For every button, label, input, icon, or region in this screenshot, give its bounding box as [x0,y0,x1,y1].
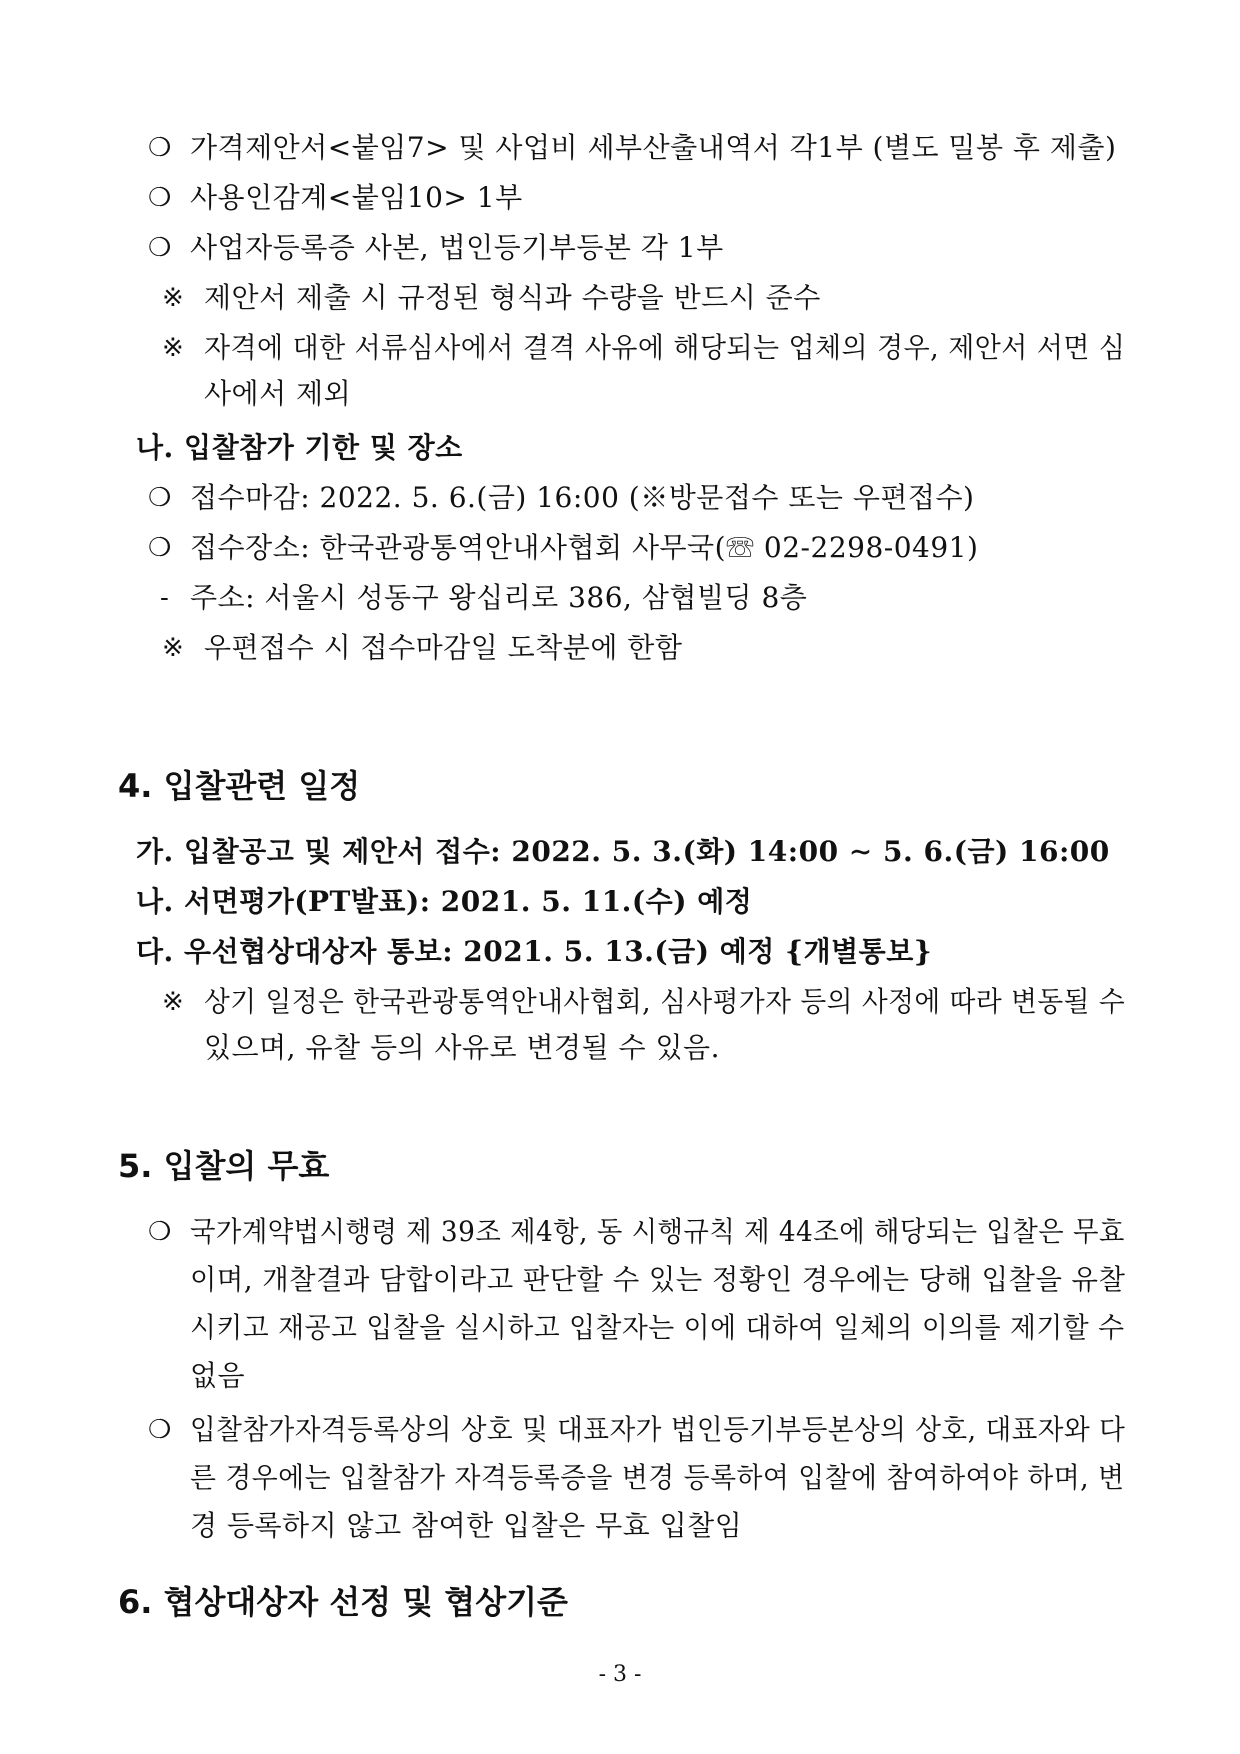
list-item-deadline: 접수마감: 2022. 5. 6.(금) 16:00 (※방문접수 또는 우편접수) [190,481,975,514]
circle-bullet-icon: ❍ [148,133,172,163]
note-format: 제안서 제출 시 규정된 형식과 수량을 반드시 준수 [204,281,821,314]
subheading-deadline-location: 나. 입찰참가 기한 및 장소 [136,431,463,464]
note-mail: 우편접수 시 접수마감일 도착분에 한함 [204,631,683,664]
list-item-seal: 사용인감계<붙임10> 1부 [190,181,523,214]
note-disqualify-line-1: 자격에 대한 서류심사에서 결격 사유에 해당되는 업체의 경우, 제안서 서면 심 [204,331,1126,364]
circle-bullet-icon: ❍ [148,533,172,563]
schedule-item-b: 나. 서면평가(PT발표): 2021. 5. 11.(수) 예정 [136,885,753,918]
circle-bullet-icon: ❍ [148,1217,172,1247]
note-disqualify-line-2: 사에서 제외 [204,377,352,410]
dash-bullet-icon: - [160,583,169,613]
list-item-location: 접수장소: 한국관광통역안내사협회 사무국(☏ 02-2298-0491) [190,531,979,564]
invalid-item-2-line-1: 입찰참가자격등록상의 상호 및 대표자가 법인등기부등본상의 상호, 대표자와 다 [190,1413,1126,1446]
section-6-title: 6. 협상대상자 선정 및 협상기준 [118,1583,568,1621]
invalid-item-2-line-2: 른 경우에는 입찰참가 자격등록증을 변경 등록하여 입찰에 참여하여야 하며, 변 [190,1461,1125,1494]
circle-bullet-icon: ❍ [148,483,172,513]
invalid-item-1-line-4: 없음 [190,1359,246,1392]
section-4-title: 4. 입찰관련 일정 [118,767,361,805]
schedule-note-line-2: 있으며, 유찰 등의 사유로 변경될 수 있음. [204,1031,720,1064]
invalid-item-1-line-2: 이며, 개찰결과 담합이라고 판단할 수 있는 정황인 경우에는 당해 입찰을 유찰 [190,1263,1126,1296]
circle-bullet-icon: ❍ [148,233,172,263]
section-5-title: 5. 입찰의 무효 [118,1147,330,1185]
circle-bullet-icon: ❍ [148,183,172,213]
list-item-address: 주소: 서울시 성동구 왕십리로 386, 삼협빌딩 8층 [190,581,808,614]
invalid-item-2-line-3: 경 등록하지 않고 참여한 입찰은 무효 입찰임 [190,1509,743,1542]
note-mark-icon: ※ [162,987,184,1017]
schedule-item-c: 다. 우선협상대상자 통보: 2021. 5. 13.(금) 예정 {개별통보} [136,935,933,968]
invalid-item-1-line-3: 시키고 재공고 입찰을 실시하고 입찰자는 이에 대하여 일체의 이의를 제기할 수 [190,1311,1125,1344]
list-item-price-proposal: 가격제안서<붙임7> 및 사업비 세부산출내역서 각1부 (별도 밀봉 후 제출) [190,131,1117,164]
note-mark-icon: ※ [162,283,184,313]
schedule-note-line-1: 상기 일정은 한국관광통역안내사협회, 심사평가자 등의 사정에 따라 변동될 수 [204,985,1126,1018]
schedule-item-a: 가. 입찰공고 및 제안서 접수: 2022. 5. 3.(화) 14:00 ∼ 5. 6.(금) 16:00 [136,835,1110,868]
page-number: - 3 - [598,1662,642,1687]
list-item-registration: 사업자등록증 사본, 법인등기부등본 각 1부 [190,231,724,264]
circle-bullet-icon: ❍ [148,1415,172,1445]
invalid-item-1-line-1: 국가계약법시행령 제 39조 제4항, 동 시행규칙 제 44조에 해당되는 입찰은 무효 [190,1215,1125,1248]
note-mark-icon: ※ [162,333,184,363]
note-mark-icon: ※ [162,633,184,663]
